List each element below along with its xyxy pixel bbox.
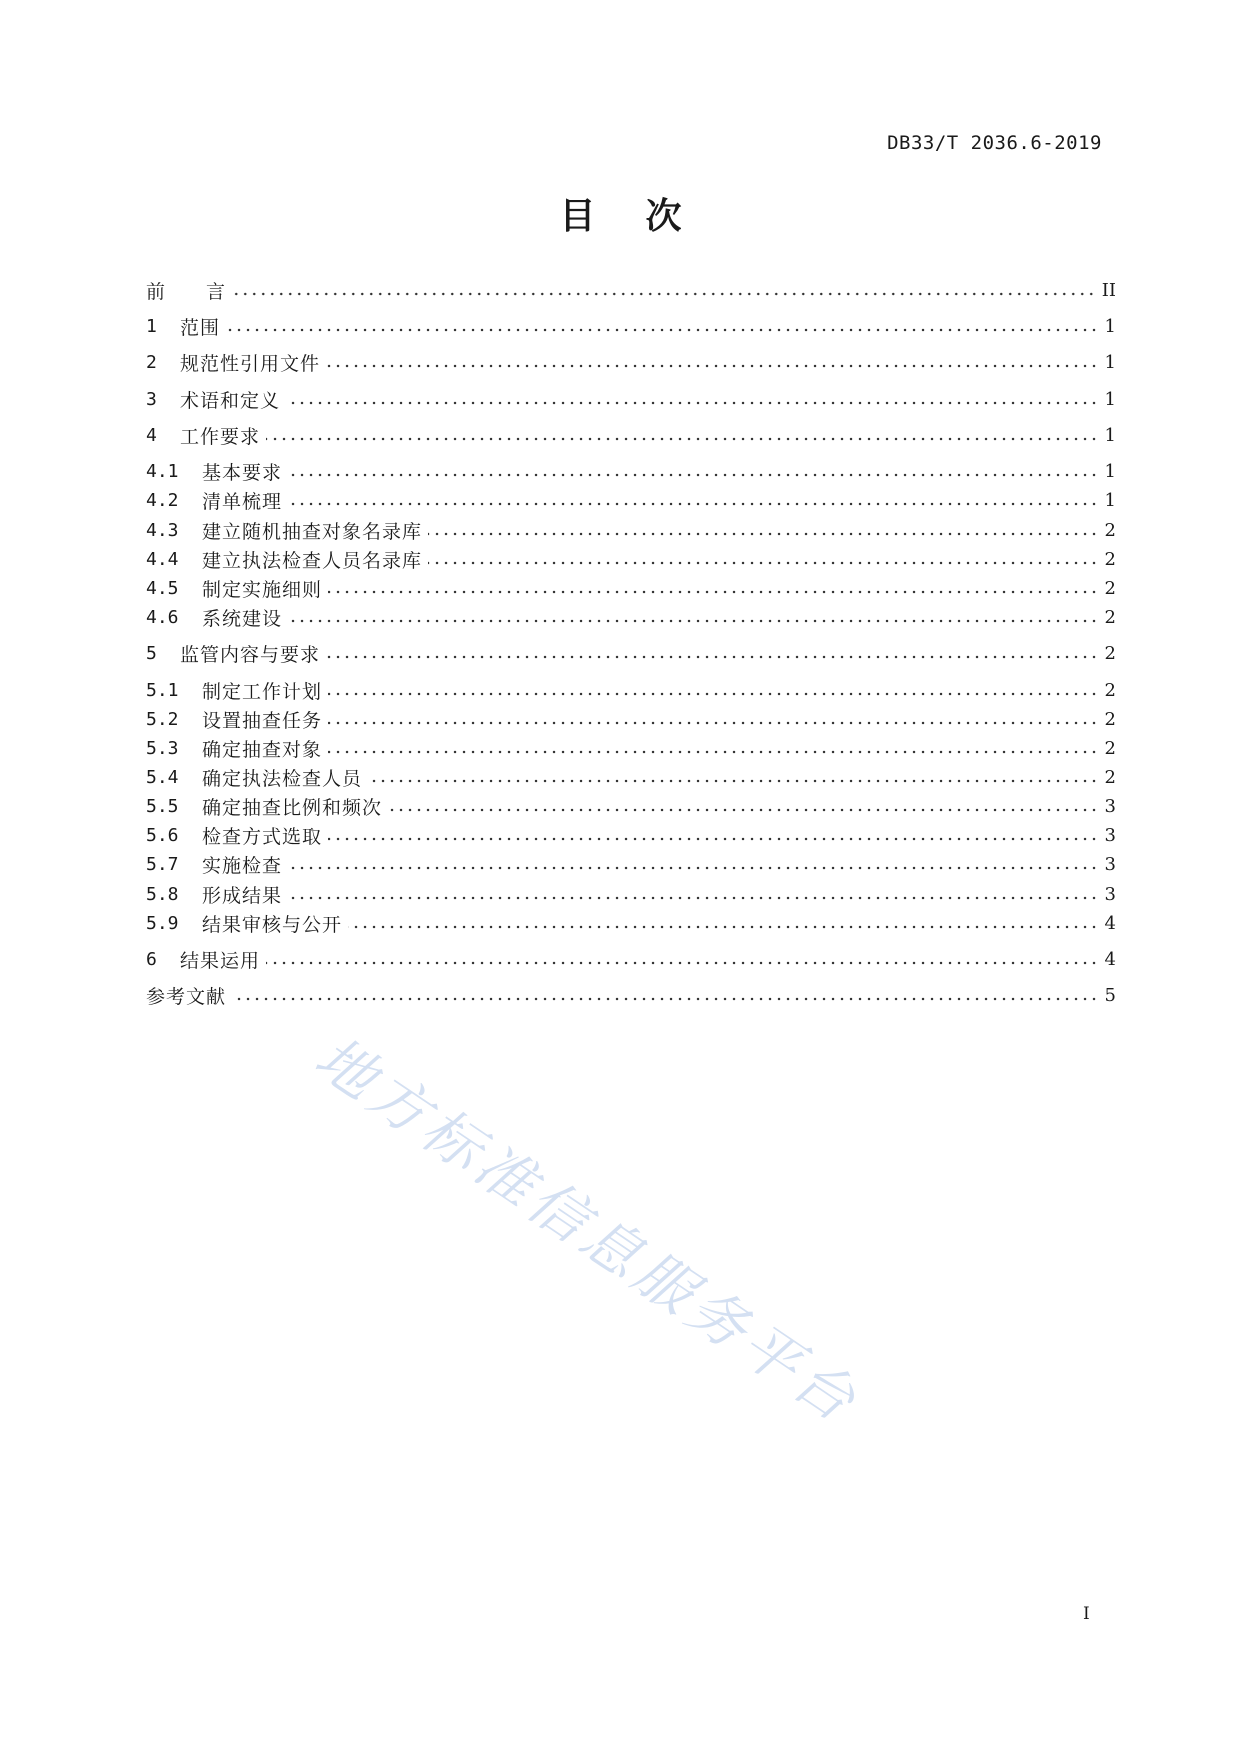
dot-leader bbox=[232, 292, 1096, 296]
toc-entry-label: 实施检查 bbox=[202, 854, 283, 877]
toc-entry-page: 2 bbox=[1104, 679, 1116, 701]
toc-entry-number: 4.6 bbox=[146, 606, 179, 628]
toc-entry-label: 确定抽查比例和频次 bbox=[202, 796, 383, 819]
dot-leader bbox=[288, 619, 1099, 623]
toc-entry-5-4[interactable] bbox=[146, 763, 1116, 791]
toc-entry-page: 1 bbox=[1104, 388, 1116, 410]
toc-entry-page: 3 bbox=[1104, 853, 1116, 875]
toc-entry-references[interactable] bbox=[146, 981, 1116, 1009]
toc-entry-label: 制定工作计划 bbox=[202, 680, 323, 703]
toc-entry-page: 2 bbox=[1104, 708, 1116, 730]
dot-leader bbox=[266, 961, 1099, 965]
toc-entry-label: 制定实施细则 bbox=[202, 578, 323, 601]
toc-entry-3[interactable] bbox=[146, 385, 1116, 413]
standard-code: DB33/T 2036.6-2019 bbox=[887, 132, 1102, 154]
dot-leader bbox=[288, 502, 1099, 506]
toc-entry-4-6[interactable] bbox=[146, 603, 1116, 631]
toc-entry-number: 4.1 bbox=[146, 460, 179, 482]
toc-entry-page: 1 bbox=[1104, 460, 1116, 482]
toc-entry-label: 结果运用 bbox=[180, 949, 261, 972]
dot-leader bbox=[226, 328, 1099, 332]
toc-entry-number: 5.6 bbox=[146, 824, 179, 846]
dot-leader bbox=[288, 866, 1099, 870]
toc-entry-label: 设置抽查任务 bbox=[202, 709, 323, 732]
toc-entry-page: II bbox=[1101, 279, 1116, 301]
toc-entry-page: 2 bbox=[1104, 519, 1116, 541]
dot-leader bbox=[288, 473, 1099, 477]
toc-entry-label: 术语和定义 bbox=[180, 389, 281, 412]
toc-entry-page: 3 bbox=[1104, 883, 1116, 905]
toc-entry-number: 1 bbox=[146, 315, 157, 337]
dot-leader bbox=[328, 750, 1099, 754]
toc-entry-number: 4.2 bbox=[146, 489, 179, 511]
dot-leader bbox=[266, 437, 1099, 441]
watermark: 地方标准信息服务平台 bbox=[303, 1022, 872, 1438]
toc-entry-label: 前 言 bbox=[146, 280, 227, 303]
toc-entry-label: 建立执法检查人员名录库 bbox=[202, 549, 423, 572]
dot-leader bbox=[328, 692, 1099, 696]
toc-entry-number: 2 bbox=[146, 351, 157, 373]
toc-entry-number: 3 bbox=[146, 388, 157, 410]
toc-entry-number: 5.8 bbox=[146, 883, 179, 905]
toc-entry-page: 1 bbox=[1104, 351, 1116, 373]
dot-leader bbox=[328, 721, 1099, 725]
toc-entry-page: 1 bbox=[1104, 315, 1116, 337]
toc-entry-1[interactable] bbox=[146, 312, 1116, 340]
toc-entry-page: 2 bbox=[1104, 548, 1116, 570]
toc-entry-label: 监管内容与要求 bbox=[180, 643, 321, 666]
toc-entry-number: 5.3 bbox=[146, 737, 179, 759]
dot-leader bbox=[428, 532, 1099, 536]
toc-entry-number: 6 bbox=[146, 948, 157, 970]
dot-leader bbox=[286, 401, 1099, 405]
dot-leader bbox=[428, 561, 1099, 565]
toc-entry-5-8[interactable] bbox=[146, 880, 1116, 908]
toc-entry-number: 4 bbox=[146, 424, 157, 446]
toc-entry-number: 5 bbox=[146, 642, 157, 664]
dot-leader bbox=[328, 837, 1099, 841]
toc-entry-page: 2 bbox=[1104, 766, 1116, 788]
toc-entry-4-3[interactable] bbox=[146, 516, 1116, 544]
dot-leader bbox=[368, 779, 1099, 783]
toc-entry-4-2[interactable] bbox=[146, 486, 1116, 514]
toc-entry-page: 3 bbox=[1104, 824, 1116, 846]
toc-entry-page: 5 bbox=[1104, 984, 1116, 1006]
toc-entry-number: 5.7 bbox=[146, 853, 179, 875]
dot-leader bbox=[288, 896, 1099, 900]
toc-entry-4-1[interactable] bbox=[146, 457, 1116, 485]
toc-entry-label: 检查方式选取 bbox=[202, 825, 323, 848]
toc-entry-page: 3 bbox=[1104, 795, 1116, 817]
toc-entry-page: 2 bbox=[1104, 577, 1116, 599]
toc-entry-5-2[interactable] bbox=[146, 705, 1116, 733]
toc-entry-number: 5.4 bbox=[146, 766, 179, 788]
toc-entry-page: 4 bbox=[1104, 912, 1116, 934]
toc-entry-label: 规范性引用文件 bbox=[180, 352, 321, 375]
toc-entry-number: 4.4 bbox=[146, 548, 179, 570]
toc-entry-5-3[interactable] bbox=[146, 734, 1116, 762]
toc-entry-5-9[interactable] bbox=[146, 909, 1116, 937]
toc-entry-page: 1 bbox=[1104, 424, 1116, 446]
toc-entry-label: 基本要求 bbox=[202, 461, 283, 484]
toc-entry-5[interactable] bbox=[146, 639, 1116, 667]
page-title: 目次 bbox=[559, 196, 732, 237]
dot-leader bbox=[232, 997, 1099, 1001]
toc-entry-4-5[interactable] bbox=[146, 574, 1116, 602]
dot-leader bbox=[388, 808, 1099, 812]
toc-entry-number: 5.5 bbox=[146, 795, 179, 817]
dot-leader bbox=[326, 364, 1099, 368]
page-number: I bbox=[1083, 1604, 1090, 1624]
toc-entry-label: 结果审核与公开 bbox=[202, 913, 343, 936]
toc-entry-4[interactable] bbox=[146, 421, 1116, 449]
toc-entry-label: 清单梳理 bbox=[202, 490, 283, 513]
toc-entry-label: 工作要求 bbox=[180, 425, 261, 448]
toc-entry-5-7[interactable] bbox=[146, 850, 1116, 878]
toc-entry-label: 参考文献 bbox=[146, 985, 227, 1008]
toc-entry-5-5[interactable] bbox=[146, 792, 1116, 820]
toc-entry-label: 建立随机抽查对象名录库 bbox=[202, 520, 423, 543]
toc-entry-number: 5.1 bbox=[146, 679, 179, 701]
toc-entry-number: 4.5 bbox=[146, 577, 179, 599]
toc-entry-foreword[interactable] bbox=[146, 276, 1116, 304]
dot-leader bbox=[348, 925, 1099, 929]
toc-entry-label: 形成结果 bbox=[202, 884, 283, 907]
dot-leader bbox=[328, 590, 1099, 594]
toc-entry-number: 5.2 bbox=[146, 708, 179, 730]
toc-entry-page: 2 bbox=[1104, 737, 1116, 759]
toc-entry-page: 2 bbox=[1104, 642, 1116, 664]
dot-leader bbox=[326, 655, 1099, 659]
toc-entry-label: 系统建设 bbox=[202, 607, 283, 630]
toc-entry-6[interactable] bbox=[146, 945, 1116, 973]
toc-entry-4-4[interactable] bbox=[146, 545, 1116, 573]
toc-entry-2[interactable] bbox=[146, 348, 1116, 376]
toc-entry-page: 1 bbox=[1104, 489, 1116, 511]
toc-entry-5-6[interactable] bbox=[146, 821, 1116, 849]
toc-entry-label: 确定抽查对象 bbox=[202, 738, 323, 761]
toc-entry-number: 5.9 bbox=[146, 912, 179, 934]
toc-entry-page: 4 bbox=[1104, 948, 1116, 970]
toc-entry-number: 4.3 bbox=[146, 519, 179, 541]
toc-entry-page: 2 bbox=[1104, 606, 1116, 628]
toc-entry-label: 确定执法检查人员 bbox=[202, 767, 363, 790]
toc-entry-5-1[interactable] bbox=[146, 676, 1116, 704]
toc-entry-label: 范围 bbox=[180, 316, 221, 339]
